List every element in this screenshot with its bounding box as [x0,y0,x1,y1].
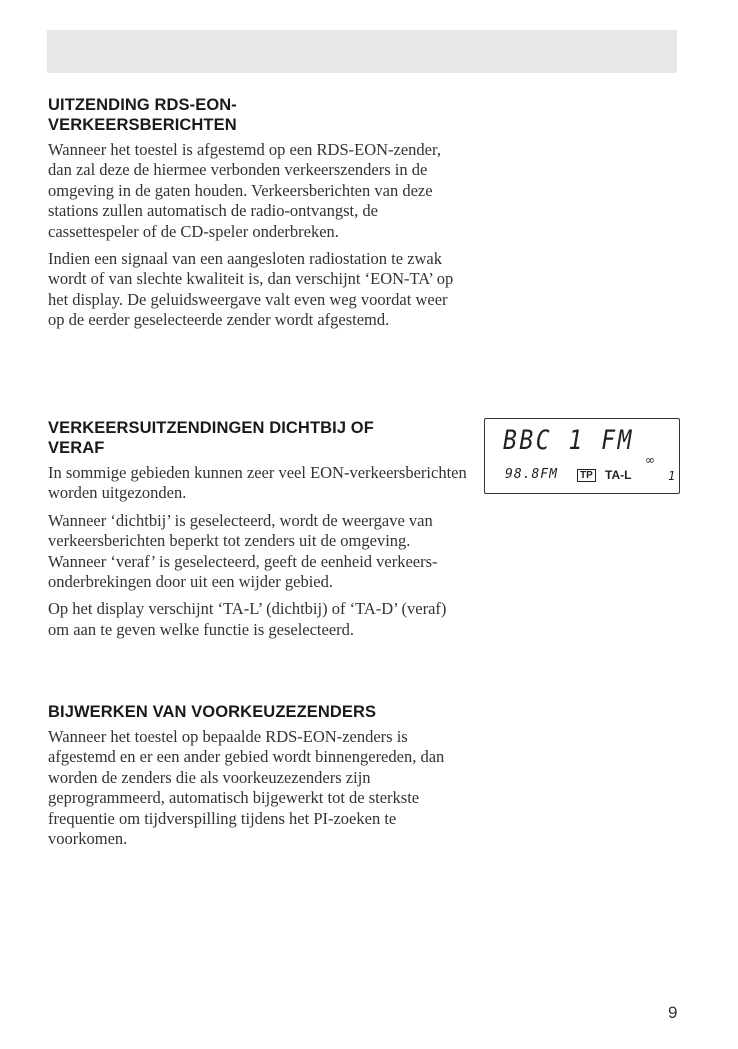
section-voorkeuzezenders [48,702,468,856]
tp-badge: TP [577,469,596,482]
heading-line: UITZENDING RDS-EON- [48,96,237,114]
paragraph: Op het display verschijnt ‘TA-L’ (dichtbij) of ‘TA-D’ (veraf) om aan te geven welke functie is geselecteerd. [48,599,447,639]
section-heading [48,418,468,458]
paragraph: Wanneer ‘dichtbij’ is geselecteerd, wordt de weergave van verkeersberichten beperkt tot zenders uit de omgeving. Wanneer ‘veraf’ is geselecteerd, geeft de eenheid verkeers-onderbrekingen door uit een wijder gebied. [48,510,438,592]
heading-line: VERAF [48,439,105,457]
page-content [48,95,468,849]
display-bar: 1 [668,469,676,483]
loop-icon: ∞ [645,453,655,467]
heading-line: VERKEERSBERICHTEN [48,116,237,134]
paragraph: Wanneer het toestel is afgestemd op een RDS-EON-zender, dan zal deze de hiermee verbonden verkeerszenders in de omgeving in de gaten houden. Verkeersberichten van deze stations zullen automatisch de radio-ontvangst, de cassettespeler of de CD-speler onderbreken. [48,140,441,241]
page-number: 9 [668,1003,678,1022]
header-band [47,30,677,73]
section-rds-eon [48,95,468,331]
section-heading [48,702,468,722]
heading-line: BIJWERKEN VAN VOORKEUZEZENDERS [48,703,377,721]
paragraph: Indien een signaal van een aangesloten radiostation te zwak wordt of van slechte kwaliteit is, dan verschijnt ‘EON-TA’ op het display. De geluidsweergave valt even weg voordat weer op de eerder geselecteerde zender wordt afgestemd. [48,249,454,330]
display-frequency: 98.8FM [505,467,558,482]
heading-line: VERKEERSUITZENDINGEN DICHTBIJ OF [48,419,374,437]
radio-display-illustration [484,418,680,494]
paragraph: In sommige gebieden kunnen zeer veel EON-verkeersberichten worden uitgezonden. [48,463,467,503]
section-heading [48,95,468,135]
display-station-text: BBC 1 FM [503,425,634,456]
section-dichtbij-veraf [48,418,468,647]
ta-label: TA-L [605,468,632,482]
paragraph: Wanneer het toestel op bepaalde RDS-EON-zenders is afgestemd en er een ander gebied wordt binnengereden, dan worden de zenders die als voorkeuzezenders zijn geprogrammeerd, automatisch bijgewerkt tot de sterkste frequentie om tijdverspilling tijdens het PI-zoeken te voorkomen. [48,727,445,849]
